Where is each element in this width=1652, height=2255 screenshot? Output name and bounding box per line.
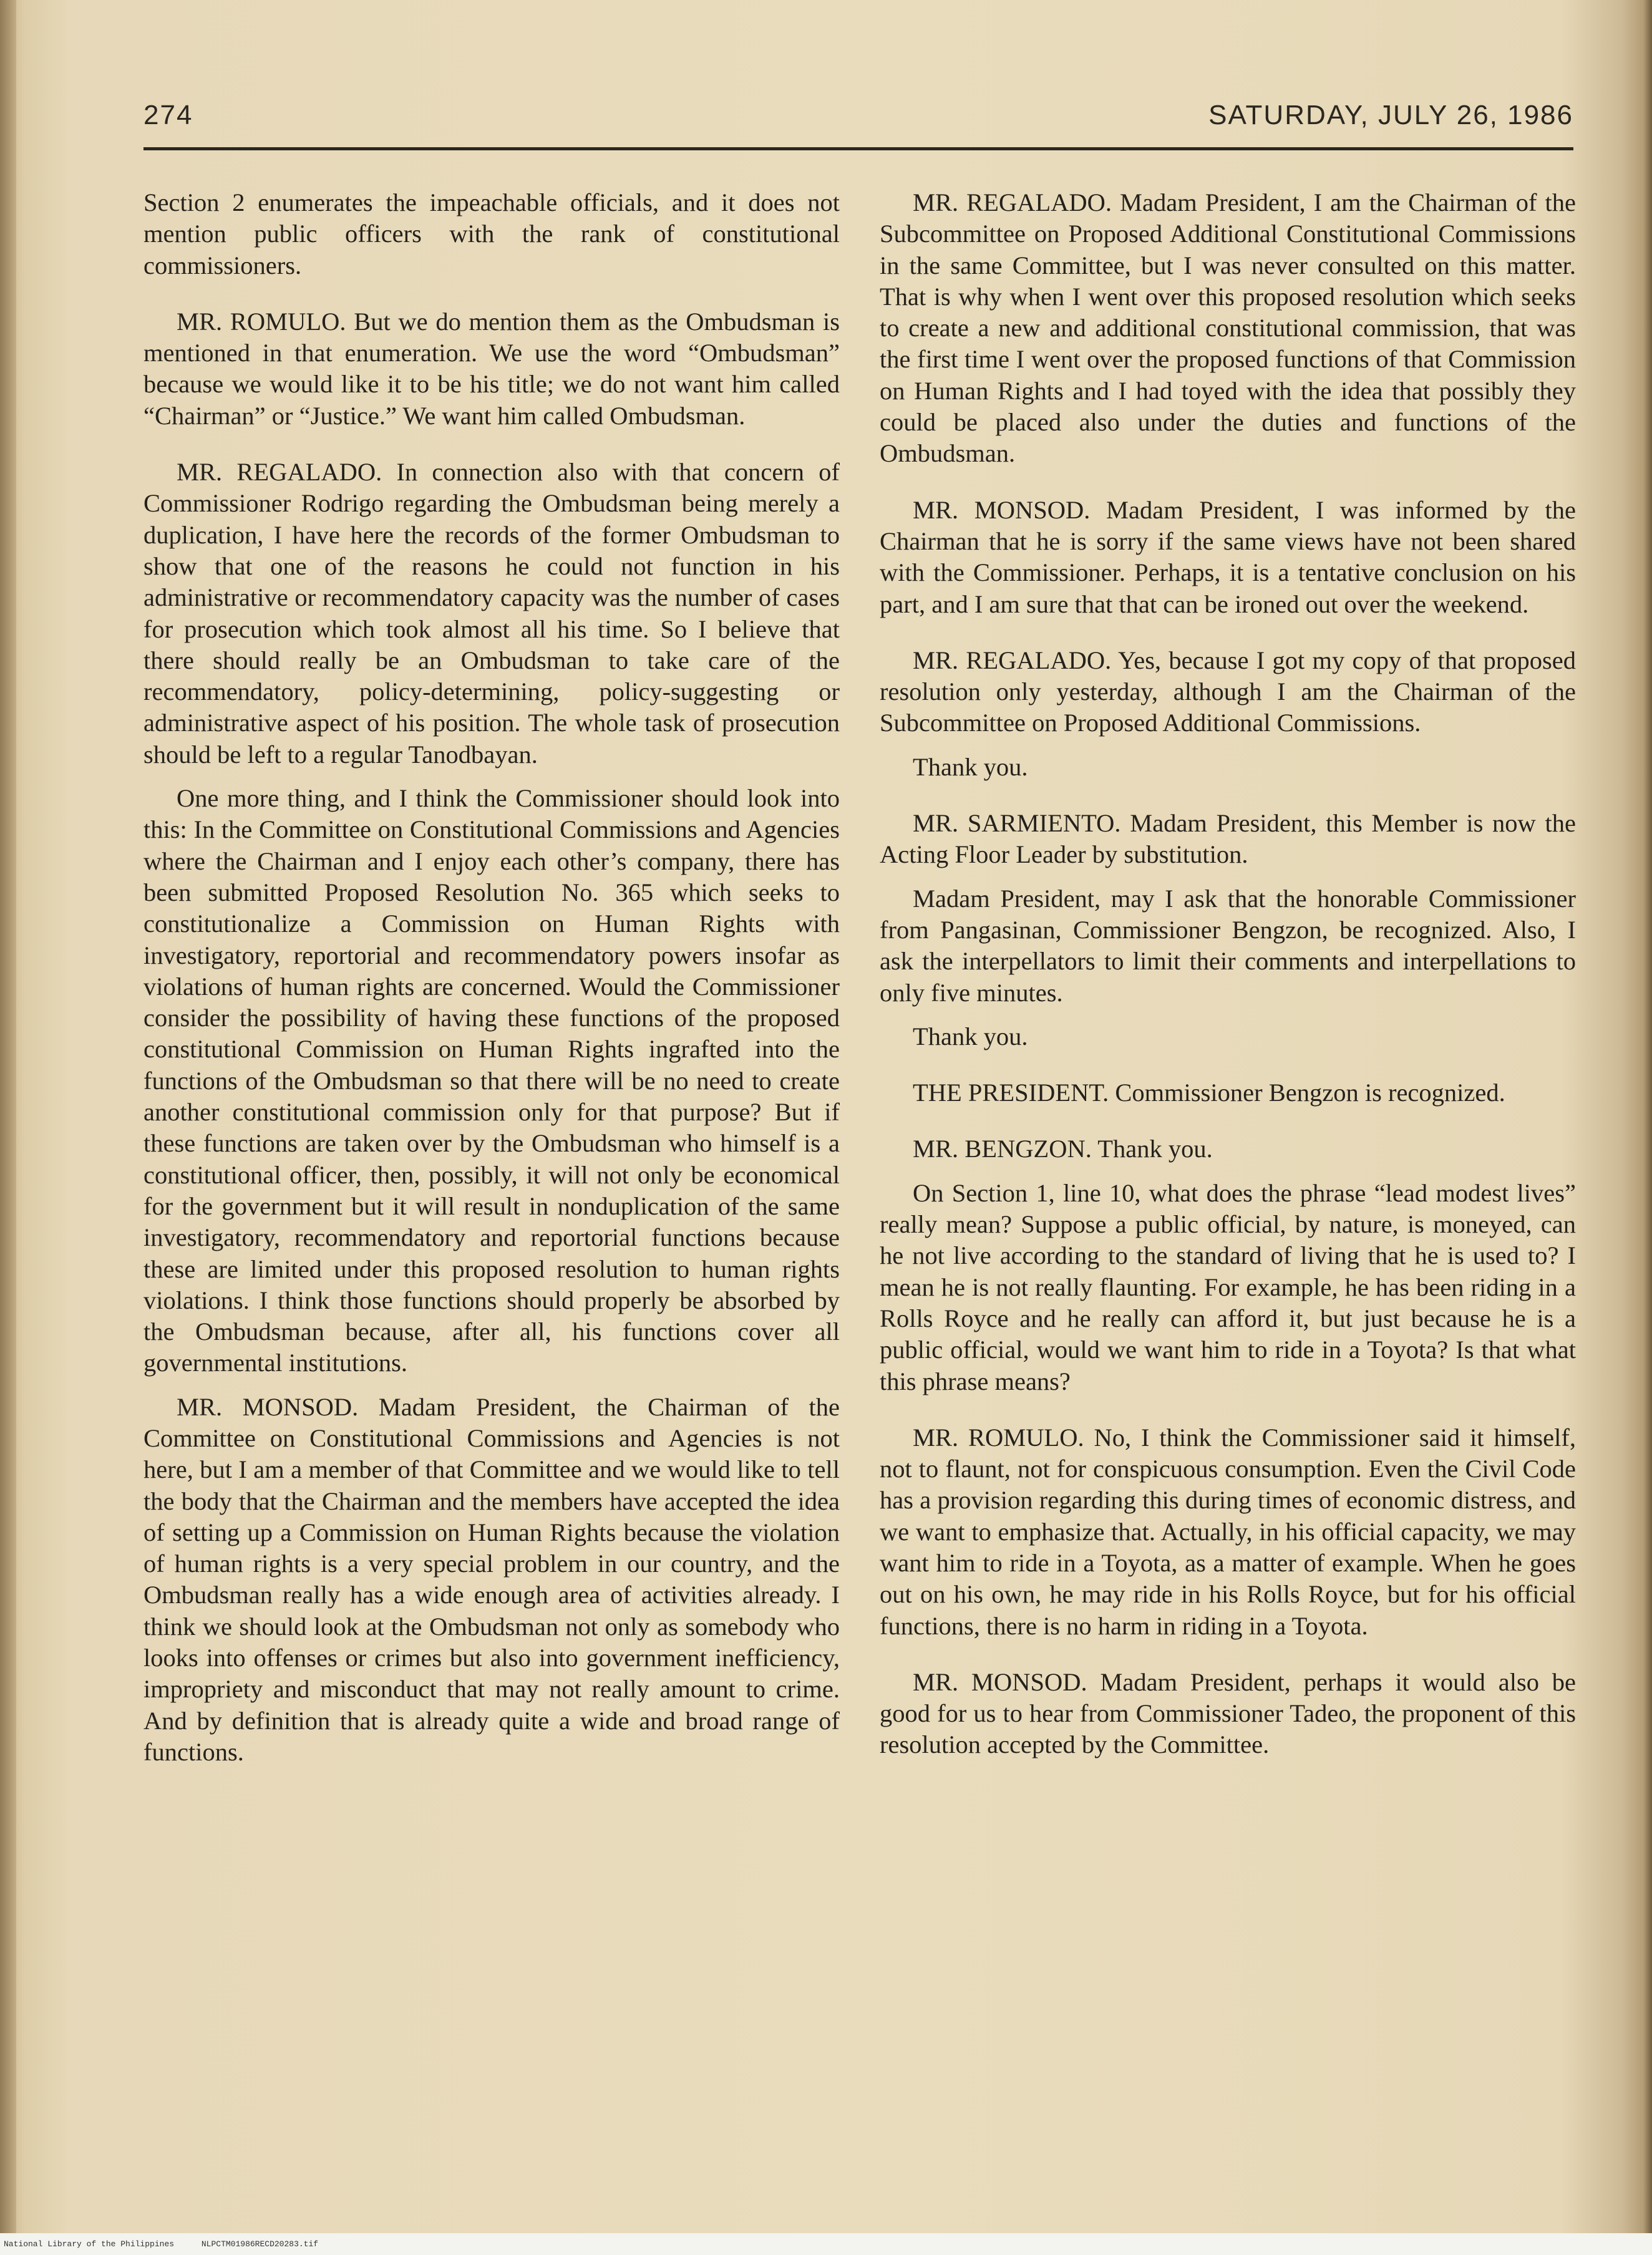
page-edge [1643,0,1652,2233]
library-credit: National Library of the Philippines [4,2239,175,2249]
paragraph: Thank you. [913,752,1028,781]
paragraph: Section 2 enumerates the impeachable officials, and it does not mention public officers with the rank of constitutional commissioners. [143,188,840,279]
header-rule [143,147,1573,150]
paragraph: MR. BENGZON. Thank you. [913,1135,1213,1163]
page-number: 274 [143,100,193,130]
paragraph: MR. MONSOD. Madam President, the Chairman of the Committee on Constitutional Commissions and Agencies is not here, but I am a member of that Committee and we would like to tell the body that the Chairman and the members have accepted the idea of setting up a Commission on Human Rights because the violation of human rights is a very special problem in our country, and the Ombudsman really has a wide enough area of activities already. I think we should look at the Ombudsman not only as somebody who looks into offenses or crimes but also into government inefficiency, impropriety and misconduct that may not really amount to crime. And by definition that is already quite a wide and broad range of functions. [143,1392,840,1766]
running-header [143,94,1573,143]
paragraph: MR. REGALADO. Yes, because I got my copy of that proposed resolution only yesterday, although I am the Chairman of the Subcommittee on Proposed Additional Commissions. [880,646,1576,737]
scan-footer [0,2233,1652,2255]
paragraph: On Section 1, line 10, what does the phrase “lead modest lives” really mean? Suppose a public official, by nature, is moneyed, can he not live according to the standard of living that he is used to? I mean he is not really flaunting. For example, he has been riding in a Rolls Royce and he really can afford it, but just because he is a public official, would we want him to ride in a Toyota? Is that what this phrase means? [880,1178,1576,1395]
paragraph: MR. REGALADO. In connection also with that concern of Commissioner Rodrigo regarding the Ombudsman being merely a duplication, I have here the records of the former Ombudsman to show that one of the reasons he could not function in his administrative or recommendatory capacity was the number of cases for prosecution which took almost all his time. So I believe that there should really be an Ombudsman to take care of the recommendatory, policy-determining, policy-suggesting or administrative aspect of his position. The whole task of prosecution should be left to a regular Tanodbayan. [143,458,840,769]
scan-filename: NLPCTM01986RECD20283.tif [201,2239,319,2249]
book-spine [0,0,16,2233]
paragraph: Madam President, may I ask that the honorable Commissioner from Pangasinan, Commissioner Bengzon, be recognized. Also, I ask the interpellators to limit their comments and interpellations to only five minutes. [880,884,1576,1007]
paragraph: MR. MONSOD. Madam President, I was informed by the Chairman that he is sorry if the same views have not been shared with the Commissioner. Perhaps, it is a tentative conclusion on his part, and I am sure that that can be ironed out over the weekend. [880,495,1576,618]
left-column [143,187,840,1768]
paragraph: MR. ROMULO. But we do mention them as the Ombudsman is mentioned in that enumeration. We use the word “Ombudsman” because we would like it to be his title; we do not want him called “Chairman” or “Justice.” We want him called Ombudsman. [143,307,840,430]
paragraph: MR. ROMULO. No, I think the Commissioner said it himself, not to flaunt, not for conspicuous consumption. Even the Civil Code has a provision regarding this during times of economic distress, and we want to emphasize that. Actually, in his official capacity, we may want him to ride in a Toyota, as a matter of example. When he goes out on his own, he may ride in his Rolls Royce, but for his official functions, there is no harm in riding in a Toyota. [880,1423,1576,1640]
paragraph: Thank you. [913,1022,1028,1050]
paragraph: MR. REGALADO. Madam President, I am the Chairman of the Subcommittee on Proposed Additional Constitutional Commissions in the same Committee, but I was never consulted on this matter. That is why when I went over this proposed resolution which seeks to create a new and additional constitutional commission, that was the first time I went over the proposed functions of that Commission on Human Rights and I had toyed with the idea that possibly they could be placed also under the duties and functions of the Ombudsman. [880,188,1576,468]
right-column [880,187,1576,1761]
paragraph: MR. MONSOD. Madam President, perhaps it would also be good for us to hear from Commissioner Tadeo, the proponent of this resolution accepted by the Committee. [880,1667,1576,1759]
paragraph: One more thing, and I think the Commissioner should look into this: In the Committee on Constitutional Commissions and Agencies where the Chairman and I enjoy each other’s company, there has been submitted Proposed Resolution No. 365 which seeks to constitutionalize a Commission on Human Rights with investigatory, reportorial and recommendatory powers insofar as violations of human rights are concerned. Would the Commissioner consider the possibility of having these functions of the proposed constitutional Commission on Human Rights ingrafted into the functions of the Ombudsman so that there will be no need to create another constitutional commission only for that purpose? But if these functions are taken over by the Ombudsman who himself is a constitutional officer, then, possibly, it will not only be economical for the government but it will result in nonduplication of the same investigatory, recommendatory and reportorial functions because these are limited under this proposed resolution to human rights violations. I think those functions should properly be absorbed by the Ombudsman because, after all, his functions cover all governmental institutions. [143,784,840,1377]
paragraph: MR. SARMIENTO. Madam President, this Member is now the Acting Floor Leader by substitution. [880,809,1576,869]
paragraph: THE PRESIDENT. Commissioner Bengzon is recognized. [913,1079,1505,1107]
page-date: SATURDAY, JULY 26, 1986 [1208,100,1573,130]
